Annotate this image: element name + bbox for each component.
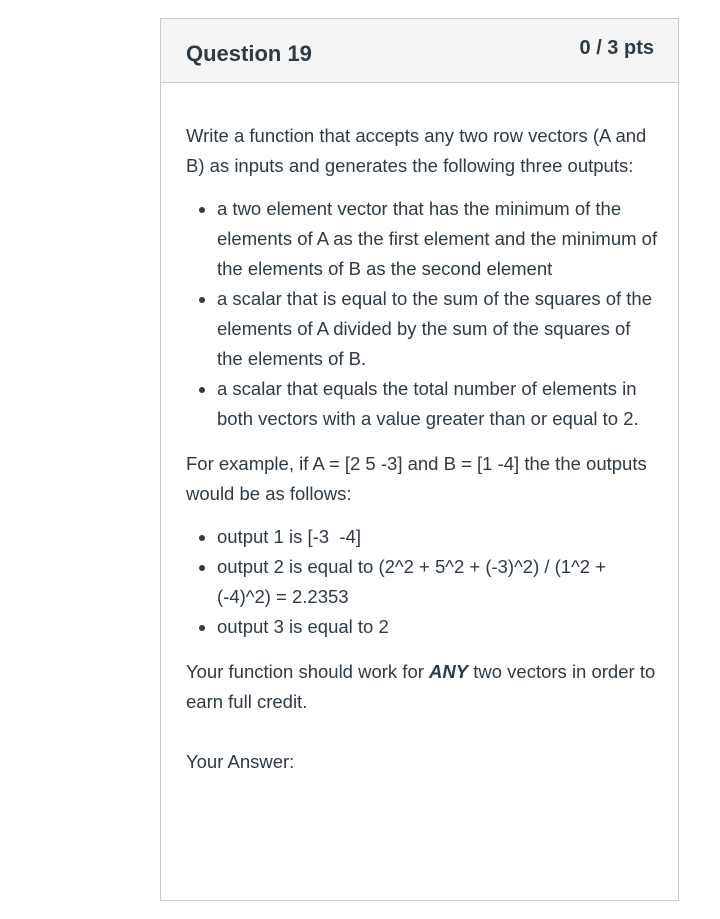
list-item: • output 2 is equal to (2^2 + 5^2 + (-3)^2) / (1^2 + (-4)^2) = 2.2353: [217, 552, 658, 612]
list-item: • output 1 is [-3 -4]: [217, 522, 658, 552]
list-item: • a two element vector that has the minimum of the elements of A as the first element and the minimum of the elements of B as the second element: [217, 194, 658, 284]
question-points: 0 / 3 pts: [579, 37, 654, 59]
closing-note: [186, 657, 661, 717]
closing-note-emphasis: ANY: [429, 661, 469, 682]
question-intro: Write a function that accepts any two row vectors (A and B) as inputs and generates the following three outputs:: [186, 125, 647, 176]
question-text: [161, 83, 678, 777]
list-item: • a scalar that is equal to the sum of the squares of the elements of A divided by the sum of the squares of the elements of B.: [217, 284, 658, 374]
question-title: Question 19: [186, 41, 312, 66]
answer-label: Your Answer:: [186, 751, 295, 772]
closing-note-text-end: two vectors in order to earn full credit.: [186, 661, 661, 712]
list-item: • output 3 is equal to 2: [217, 612, 658, 642]
closing-note-text: Your function should work for: [186, 661, 430, 682]
output-description-list: [186, 194, 658, 434]
question-card: [160, 18, 679, 901]
list-item: • a scalar that equals the total number of elements in both vectors with a value greater than or equal to 2.: [217, 374, 658, 434]
example-intro: For example, if A = [2 5 -3] and B = [1 -4] the the outputs would be as follows:: [186, 453, 647, 504]
question-header: [161, 19, 678, 83]
example-output-list: [186, 522, 658, 642]
